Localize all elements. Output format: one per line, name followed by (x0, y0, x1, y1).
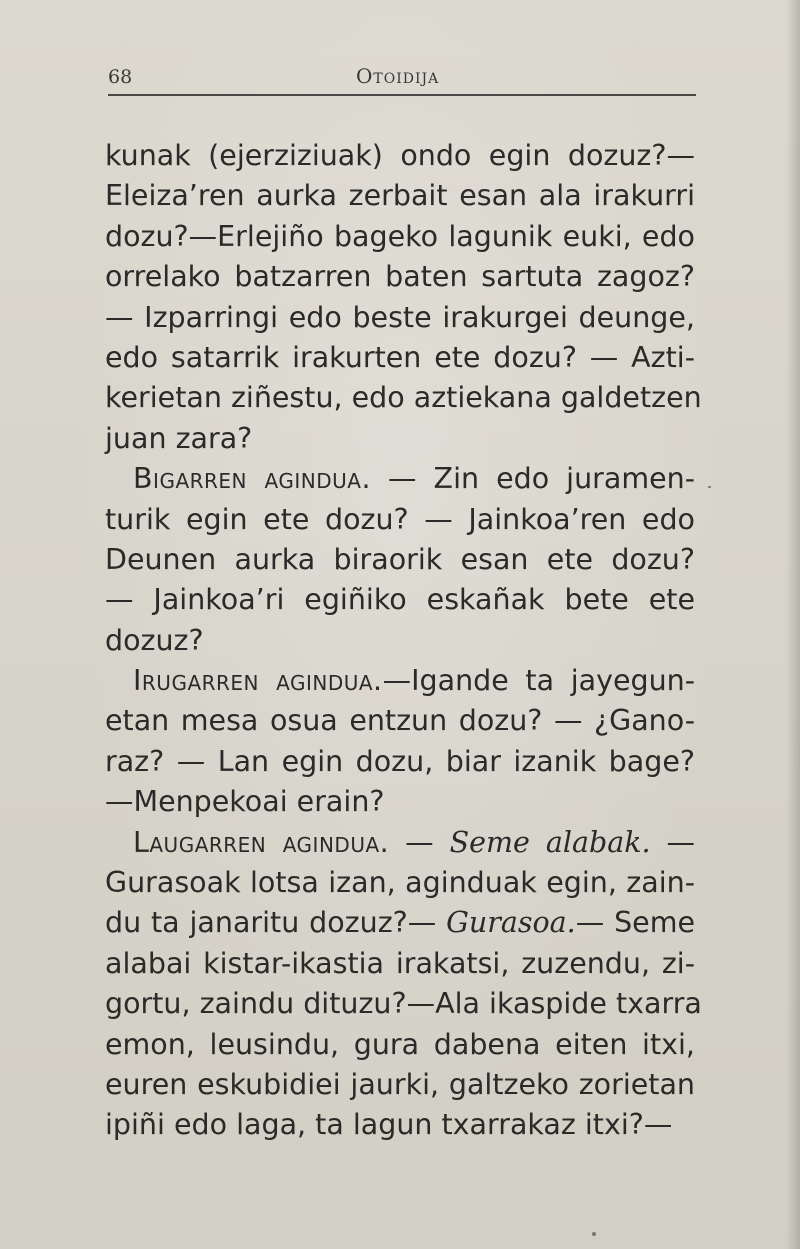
line-text: du ta janaritu dozuz?— (105, 906, 447, 940)
text-line: etan mesa osua entzun dozu? — ¿Gano- (105, 704, 695, 738)
line-tail: — Seme (575, 906, 695, 940)
line-text: —Igande ta jayegun- (382, 664, 695, 698)
line-text: — Zin edo juramen- (371, 462, 695, 496)
text-line: dozuz? (105, 623, 204, 657)
text-line: alabai kistar-ikastia irakatsi, zuzendu, zi- (105, 946, 695, 980)
section-heading: Laugarren agindua. (133, 825, 390, 859)
text-line: Gurasoak lotsa izan, aginduak egin, zain- (105, 866, 695, 900)
text-line: dozu?—Erlejiño bageko lagunik euki, edo (105, 219, 695, 253)
text-line: gortu, zaindu dituzu?—Ala ikaspide txarra (105, 987, 702, 1021)
section-heading: Bigarren agindua. (133, 462, 372, 496)
line-tail: — (650, 825, 695, 859)
italic-term: Gurasoa. (446, 906, 576, 940)
text-line: — Jainkoa’ri egiñiko eskañak bete ete (105, 583, 695, 617)
paper-speck (708, 486, 711, 488)
page-header (108, 64, 696, 96)
text-line: kunak (ejerziziuak) ondo egin dozuz?— (105, 139, 695, 172)
text-line: Eleiza’ren aurka zerbait esan ala irakurri (105, 179, 695, 213)
section-heading: Irugarren agindua. (133, 664, 383, 698)
text-line: emon, leusindu, gura dabena eiten itxi, (105, 1027, 695, 1061)
text-line: kerietan ziñestu, edo aztiekana galdetzen (105, 381, 702, 415)
text-line: orrelako batzarren baten sartuta zagoz? (105, 260, 695, 294)
text-line (105, 459, 695, 499)
text-line: juan zara? (105, 421, 253, 455)
italic-term: Seme alabak. (449, 825, 651, 859)
text-line: —Menpekoai erain? (105, 785, 385, 819)
text-line: euren eskubidiei jaurki, galtzeko zorietan (105, 1067, 695, 1101)
text-line: Deunen aurka biraorik esan ete dozu? (105, 542, 695, 576)
page-number: 68 (108, 66, 133, 88)
text-line: raz? — Lan egin dozu, biar izanik bage? (105, 744, 695, 778)
text-line (105, 823, 695, 863)
body-text (105, 136, 702, 1146)
header-rule (108, 94, 696, 96)
text-line: ipiñi edo laga, ta lagun txarrakaz itxi?— (105, 1108, 673, 1142)
text-line: — Izparringi edo beste irakurgei deunge, (105, 300, 695, 334)
running-title: Otoidija (356, 64, 440, 88)
page-edge-shadow (786, 0, 800, 1249)
text-line (105, 903, 695, 943)
text-line: turik egin ete dozu? — Jainkoa’ren edo (105, 502, 695, 536)
text-line: edo satarrik irakurten ete dozu? — Azti- (105, 340, 695, 374)
line-text: — (389, 825, 450, 859)
paper-speck (592, 1232, 596, 1236)
text-line (105, 661, 695, 701)
